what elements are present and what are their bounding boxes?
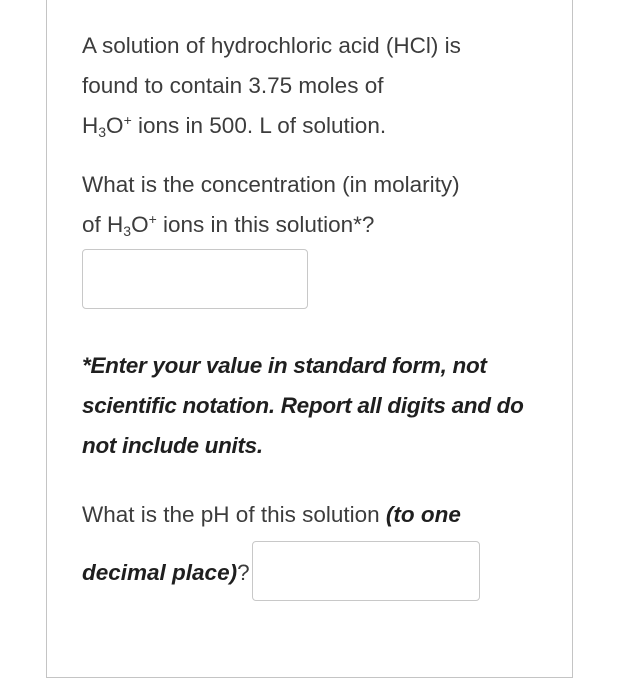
problem-line-2: found to contain 3.75 moles of	[82, 73, 384, 98]
ph-answer-input[interactable]	[252, 541, 480, 601]
concentration-question: What is the concentration (in molarity) of $H_3O^+$ ions in this solution*?	[82, 172, 460, 239]
concentration-answer-input[interactable]	[82, 249, 308, 309]
concentration-line-1: What is the concentration (in molarity)	[82, 172, 460, 197]
concentration-line-2-rest: ions in this solution*?	[156, 212, 375, 237]
problem-statement	[82, 26, 552, 146]
h3o-formula-2: $H_3O^+$	[107, 211, 157, 239]
ph-precision-2: decimal place	[82, 560, 230, 585]
question-content	[82, 26, 552, 604]
h3o-formula: $H_3O^+$	[82, 112, 132, 140]
problem-line-3-rest: ions in 500. L of solution.	[131, 113, 387, 138]
format-instructions: *Enter your value in standard form, not scientific notation. Report all digits and do not include units.	[82, 353, 524, 458]
question-card	[46, 0, 573, 678]
ph-precision-1: (to one	[385, 502, 461, 527]
ph-question: What is the pH of this solution (to one decimal place)?	[82, 486, 552, 604]
problem-line-1: A solution of hydrochloric acid (HCl) is	[82, 33, 461, 58]
